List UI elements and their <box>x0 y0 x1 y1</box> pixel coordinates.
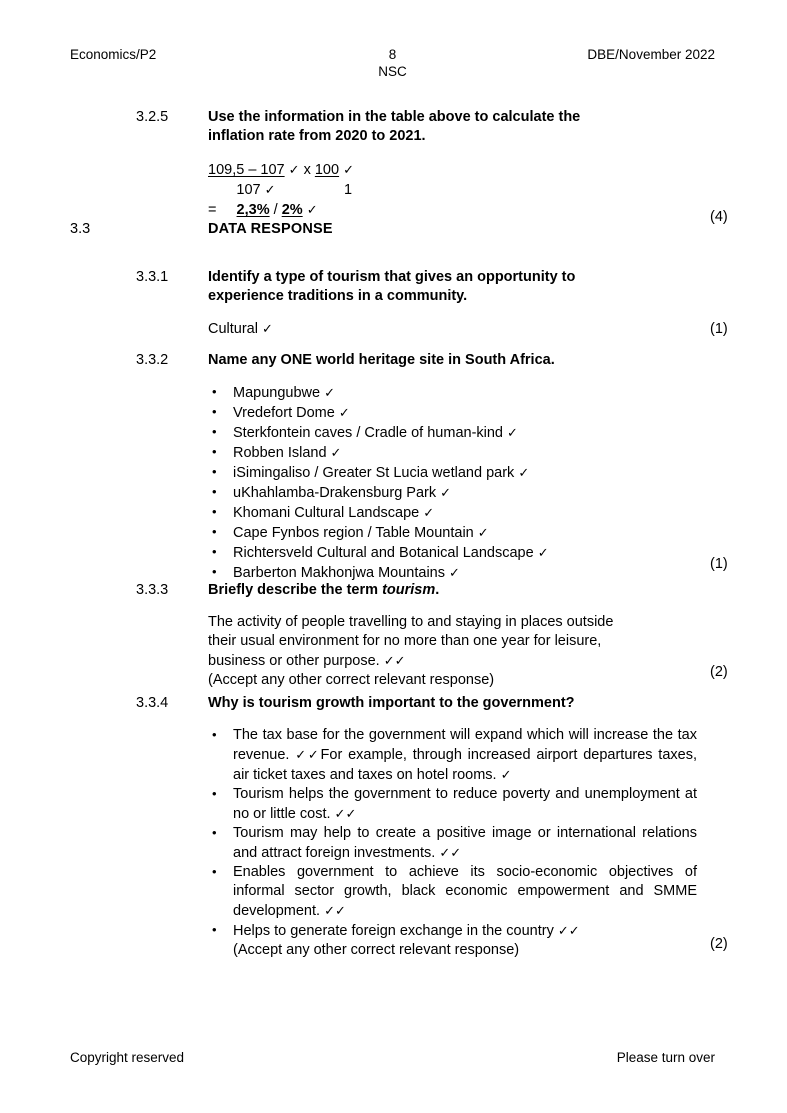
tick-icon: ✓ <box>264 182 276 197</box>
reason-text: The tax base for the government will expand which will increase the tax revenue. <box>233 727 697 763</box>
question-block-3-3-1 <box>0 268 787 351</box>
calc-factor-denominator: 1 <box>343 182 353 198</box>
calc-factor-numerator: 100 <box>314 162 340 178</box>
list-item <box>208 543 697 563</box>
heritage-site-label: Mapungubwe <box>233 385 321 401</box>
marks-3-3-1: (1) <box>710 321 728 337</box>
tick-icon: ✓ <box>262 321 273 336</box>
calc-result-alternate: 2% <box>281 202 303 218</box>
question-number-3-3-1: 3.3.1 <box>136 269 169 285</box>
tick-icon: ✓ <box>440 485 452 500</box>
question-3-3-4-body <box>208 694 697 960</box>
question-number-3-3-2: 3.3.2 <box>136 352 169 368</box>
marks-3-3-4: (2) <box>710 936 728 952</box>
calc-operator: x <box>303 162 311 178</box>
calculation-row-result <box>208 200 697 220</box>
question-3-3-2-prompt: Name any ONE world heritage site in South Africa. <box>208 352 555 368</box>
page-header <box>70 46 715 80</box>
tick-icon: ✓ <box>335 903 346 918</box>
heritage-site-label: Richtersveld Cultural and Botanical Landscape <box>233 545 534 561</box>
list-item <box>208 423 697 443</box>
question-3-2-5-prompt-line1: Use the information in the table above to calculate the <box>208 109 581 125</box>
list-item <box>208 443 697 463</box>
list-item <box>208 563 697 583</box>
tick-icon: ✓ <box>343 162 354 177</box>
header-subject: Economics/P2 <box>70 47 157 62</box>
tick-icon: ✓ <box>334 806 346 821</box>
tick-icon: ✓ <box>307 747 321 762</box>
heritage-site-label: Cape Fynbos region / Table Mountain <box>233 525 474 541</box>
question-3-3-2-body <box>208 351 697 583</box>
heritage-site-label: Vredefort Dome <box>233 405 335 421</box>
question-number-3-2-5: 3.2.5 <box>136 109 169 125</box>
tick-icon: ✓ <box>306 202 318 217</box>
heritage-site-label: Barberton Makhonjwa Mountains <box>233 565 445 581</box>
calc-result-separator: / <box>273 202 278 218</box>
question-block-3-3-2 <box>0 351 787 581</box>
tick-icon: ✓ <box>537 545 549 560</box>
tick-icon: ✓ <box>423 505 435 520</box>
heritage-site-label: iSimingaliso / Greater St Lucia wetland park <box>233 465 515 481</box>
question-3-3-1-prompt-line1: Identify a type of tourism that gives an opportunity to <box>208 269 576 285</box>
reason-text: Helps to generate foreign exchange in the country <box>233 923 554 939</box>
question-block-3-3-3 <box>0 581 787 694</box>
answer-3-3-3 <box>208 613 697 690</box>
question-3-3-1-prompt <box>208 268 697 306</box>
marks-3-2-5: (4) <box>710 209 728 225</box>
tick-icon: ✓ <box>295 747 308 762</box>
answer-3-3-4-list <box>208 726 697 960</box>
list-item <box>208 483 697 503</box>
tick-icon: ✓ <box>507 425 518 440</box>
question-3-3-4-prompt: Why is tourism growth important to the government? <box>208 695 575 711</box>
tick-icon: ✓ <box>338 405 350 420</box>
heritage-site-label: uKhahlamba-Drakensburg Park <box>233 485 437 501</box>
list-item <box>208 383 697 403</box>
answer-3-3-3-line3: business or other purpose. <box>208 653 380 669</box>
list-item <box>208 863 697 921</box>
list-item <box>208 726 697 785</box>
question-3-3-3-term: tourism <box>382 582 436 598</box>
footer-copyright: Copyright reserved <box>70 1050 185 1065</box>
marks-3-3-2: (1) <box>710 556 728 572</box>
question-3-3-3-body <box>208 581 697 690</box>
answer-3-3-3-line1: The activity of people travelling to and staying in places outside <box>208 614 614 630</box>
tick-icon: ✓ <box>324 385 336 400</box>
question-3-3-1-prompt-line2: experience traditions in a community. <box>208 288 468 304</box>
calc-numerator: 109,5 – 107 <box>208 162 285 178</box>
calc-denominator-group <box>208 180 304 200</box>
heritage-site-label: Robben Island <box>233 445 327 461</box>
answer-3-2-5-calculation <box>208 160 697 220</box>
question-3-3-3-prompt-post: . <box>435 582 440 598</box>
marks-3-3-3: (2) <box>710 664 728 680</box>
header-paper-code: NSC <box>378 64 407 79</box>
list-item <box>208 503 697 523</box>
question-3-3-3-prompt <box>208 581 697 600</box>
tick-icon: ✓ <box>288 162 300 177</box>
list-item <box>208 785 697 824</box>
answer-3-3-4-accept-note: (Accept any other correct relevant response) <box>233 942 520 958</box>
reason-text: Enables government to achieve its socio-economic objectives of informal sector growth, black economic empowerment and SMME development. <box>233 864 697 919</box>
reason-text-extra: For example, through increased airport departures taxes, air ticket taxes and taxes on hotel rooms. <box>233 747 697 783</box>
tick-icon: ✓ <box>518 465 530 480</box>
tick-icon: ✓ <box>477 525 489 540</box>
question-3-2-5-body <box>208 108 697 220</box>
answer-3-3-1-text: Cultural <box>208 321 258 337</box>
question-3-2-5-prompt-line2: inflation rate from 2020 to 2021. <box>208 128 426 144</box>
header-page-number: 8 <box>388 47 397 62</box>
tick-icon: ✓ <box>383 653 395 668</box>
question-3-3-1-body <box>208 268 697 339</box>
tick-icon: ✓ <box>345 806 357 821</box>
tick-icon: ✓ <box>439 845 451 860</box>
question-3-3-3-prompt-pre: Briefly describe the term <box>208 582 383 598</box>
list-item <box>208 463 697 483</box>
answer-3-3-3-line2: their usual environment for no more than one year for leisure, <box>208 633 602 649</box>
document-content <box>0 108 787 964</box>
reason-text: Tourism may help to create a positive image or international relations and attract foreign investments. <box>233 825 697 861</box>
header-exam-session: DBE/November 2022 <box>587 47 715 62</box>
list-item <box>208 921 697 941</box>
list-item <box>208 523 697 543</box>
section-block-3-3 <box>0 220 787 268</box>
question-block-3-3-4 <box>0 694 787 964</box>
heritage-site-label: Sterkfontein caves / Cradle of human-kind <box>233 425 503 441</box>
tick-icon: ✓ <box>568 923 580 938</box>
calc-denominator: 107 <box>236 182 261 198</box>
list-item <box>208 824 697 863</box>
calculation-row-numerators <box>208 160 697 180</box>
calc-equals: = <box>208 202 217 218</box>
tick-icon: ✓ <box>394 653 406 668</box>
tick-icon: ✓ <box>450 845 462 860</box>
question-block-3-2-5 <box>0 108 787 225</box>
calc-result-primary: 2,3% <box>236 202 270 218</box>
tick-icon: ✓ <box>330 445 342 460</box>
answer-3-3-2-list <box>208 383 697 583</box>
tick-icon: ✓ <box>500 767 512 782</box>
section-title-data-response: DATA RESPONSE <box>208 221 333 237</box>
list-item <box>208 403 697 423</box>
tick-icon: ✓ <box>449 565 460 580</box>
question-number-3-3-4: 3.3.4 <box>136 695 169 711</box>
footer-turn-over: Please turn over <box>616 1050 715 1065</box>
answer-3-3-1 <box>208 319 697 339</box>
tick-icon: ✓ <box>557 923 569 938</box>
question-3-2-5-prompt <box>208 108 697 146</box>
question-number-3-3-3: 3.3.3 <box>136 582 169 598</box>
calculation-row-denominators <box>208 180 697 200</box>
section-number-3-3: 3.3 <box>70 221 91 237</box>
reason-text: Tourism helps the government to reduce poverty and unemployment at no or little cost. <box>233 786 697 822</box>
tick-icon: ✓ <box>324 903 335 918</box>
answer-3-3-3-accept-note: (Accept any other correct relevant response) <box>208 672 495 688</box>
heritage-site-label: Khomani Cultural Landscape <box>233 505 420 521</box>
